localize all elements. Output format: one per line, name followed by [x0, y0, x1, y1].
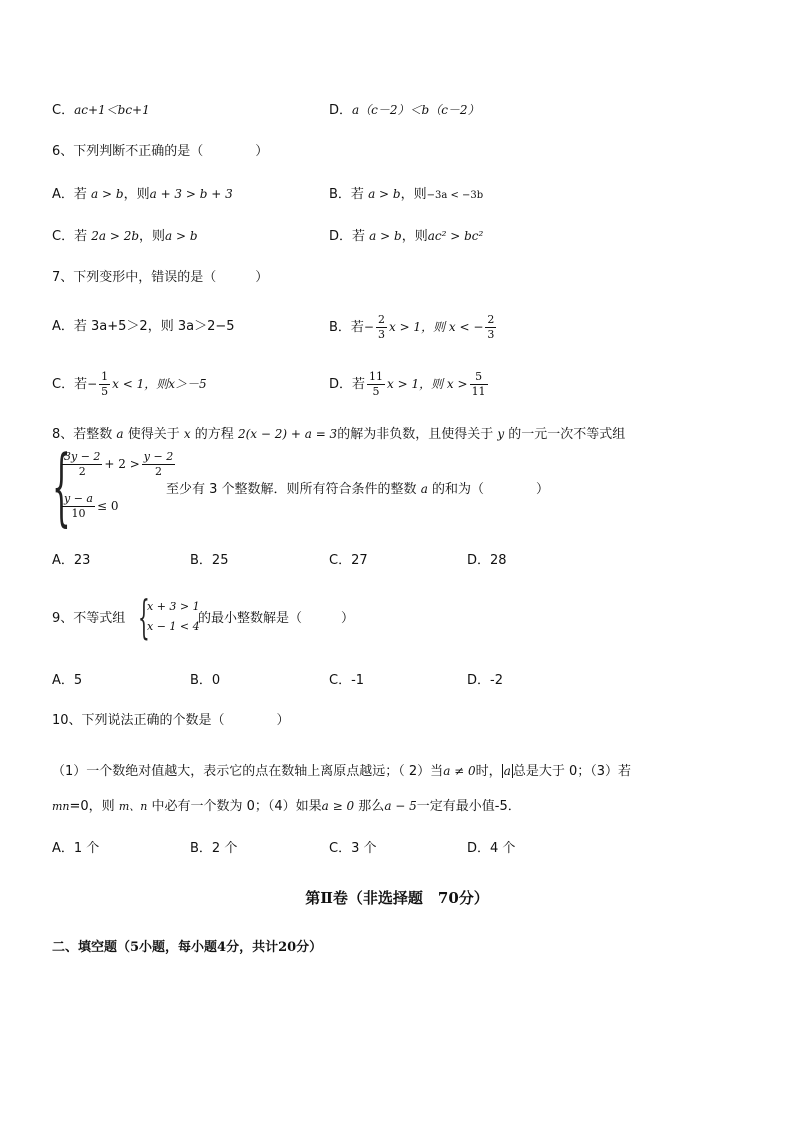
q8-stem: 8、若整数 a 使得关于 x 的方程 2(x − 2) + a = 3的解为非负数，且使得关于 y 的一元一次不等式组 [52, 427, 626, 442]
q7-stem: 7、下列变形中，错误的是（ ） [52, 270, 269, 285]
fraction: $\frac{2}{3}$ [487, 313, 495, 341]
q8-option-c: C．27 [329, 553, 368, 568]
fraction: $\frac{y - 2}{2}$ [143, 450, 174, 478]
left-brace: { [138, 590, 150, 644]
q7-option-d: D．若 $\frac{11}{5}$ x > 1，则 x > $\frac{5}{11}$ [329, 370, 486, 398]
q10-option-b: B．2 个 [190, 841, 238, 856]
q9-row-1: x + 3 > 1 [147, 600, 200, 613]
fraction: $\frac{3y - 2}{2}$ [64, 450, 101, 478]
q6-option-b: B．若 a > b，则−3a < −3b [329, 187, 484, 202]
q9-inequality-system [138, 590, 200, 644]
section-heading: 二、填空题（5小题，每小题4分，共计20分） [52, 940, 323, 955]
q8-option-b: B．25 [190, 553, 229, 568]
q5-option-d: D．a（c－2）＜b（c－2） [329, 103, 480, 118]
q8-option-a: A．23 [52, 553, 91, 568]
q7-option-a: A．若 3a+5＞2，则 3a＞2−5 [52, 319, 235, 334]
q9-option-a: A．5 [52, 673, 83, 688]
fraction: $\frac{11}{5}$ [369, 370, 384, 398]
q8-option-d: D．28 [467, 553, 507, 568]
fraction: $\frac{1}{5}$ [101, 370, 109, 398]
q8-stem-tail: 至少有 3 个整数解．则所有符合条件的整数 a 的和为（ ） [166, 482, 549, 497]
q6-option-c: C．若 2a > 2b，则a > b [52, 229, 198, 244]
q6-stem: 6、下列判断不正确的是（ ） [52, 144, 269, 159]
q9-stem-post: 的最小整数解是（ ） [198, 611, 355, 626]
q9-row-2: x − 1 < 4 [147, 620, 200, 633]
q7-option-b: B．若− $\frac{2}{3}$ x > 1，则 x < − $\frac{2}{3}$ [329, 313, 495, 341]
q8-row-2: $\frac{y - a}{10}$ ≤ 0 [64, 492, 119, 520]
fraction: $\frac{y - a}{10}$ [64, 492, 93, 520]
q10-option-d: D．4 个 [467, 841, 516, 856]
q9-stem-pre: 9、不等式组 [52, 611, 126, 626]
q9-option-b: B．0 [190, 673, 221, 688]
q5-option-c: C．ac+1＜bc+1 [52, 103, 150, 118]
q8-inequality-system [52, 437, 174, 535]
left-brace: { [52, 437, 71, 535]
absolute-value: a [503, 764, 511, 778]
q10-statement-line-1: （1）一个数绝对值越大，表示它的点在数轴上离原点越远；（ 2）当a ≠ 0时， a 总是大于 0；（3）若 [52, 764, 632, 779]
q10-option-c: C．3 个 [329, 841, 377, 856]
q9-option-d: D．-2 [467, 673, 503, 688]
fraction: $\frac{5}{11}$ [471, 370, 486, 398]
q7-option-c: C．若− $\frac{1}{5}$ x < 1，则x＞－5 [52, 370, 207, 398]
q10-option-a: A．1 个 [52, 841, 100, 856]
q10-statement-line-2: mn=0，则 m、n 中必有一个数为 0；（4）如果a ≥ 0 那么a − 5一定有最小值-5． [52, 799, 521, 814]
q10-stem: 10、下列说法正确的个数是（ ） [52, 713, 290, 728]
section-title: 第Ⅱ卷（非选择题 70分） [305, 889, 489, 907]
fraction: $\frac{2}{3}$ [377, 313, 385, 341]
q8-row-1: $\frac{3y - 2}{2}$ + 2 > $\frac{y - 2}{2}$ [64, 450, 174, 478]
q6-option-d: D．若 a > b，则ac² > bc² [329, 229, 484, 244]
q9-option-c: C．-1 [329, 673, 365, 688]
q6-option-a: A．若 a > b，则a + 3 > b + 3 [52, 187, 233, 202]
